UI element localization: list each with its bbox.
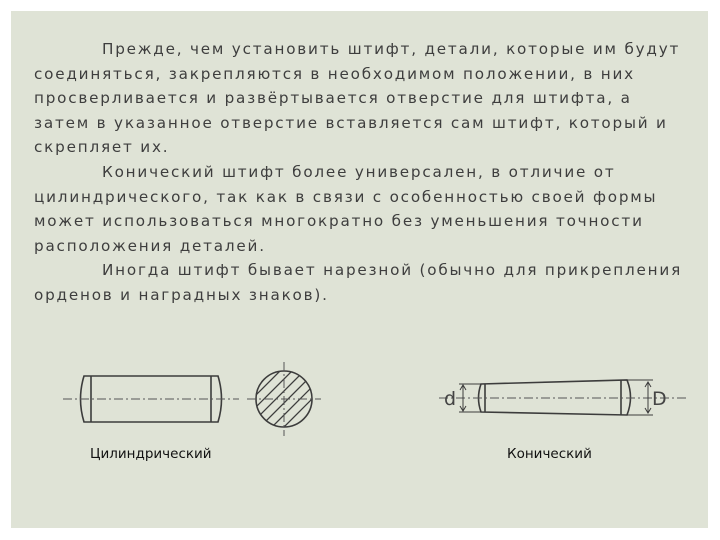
- dimension-d-label: d: [444, 388, 457, 410]
- paragraph-installation: Прежде, чем установить штифт, детали, которые им будут соединяться, закрепляются в необходимом положении, в них просверливается и развёртывается отверстие для штифта, а затем в указанное отверстие вставляется сам штифт, который и скрепляет их.: [34, 40, 681, 157]
- paragraph-threaded-pin: Иногда штифт бывает нарезной (обычно для прикрепления орденов и наградных знаков).: [34, 261, 683, 304]
- cylindrical-pin-cross-section: [244, 360, 324, 445]
- slide: [11, 11, 708, 528]
- caption-cylindrical: Цилиндрический: [90, 446, 212, 462]
- dimension-D-label: D: [652, 388, 667, 410]
- paragraph-conical-pin: Конический штифт более универсален, в отличие от цилиндрического, так как в связи с особенностью своей формы может использоваться многократно без уменьшения точности расположения деталей.: [34, 162, 658, 255]
- caption-conical: Конический: [507, 446, 592, 462]
